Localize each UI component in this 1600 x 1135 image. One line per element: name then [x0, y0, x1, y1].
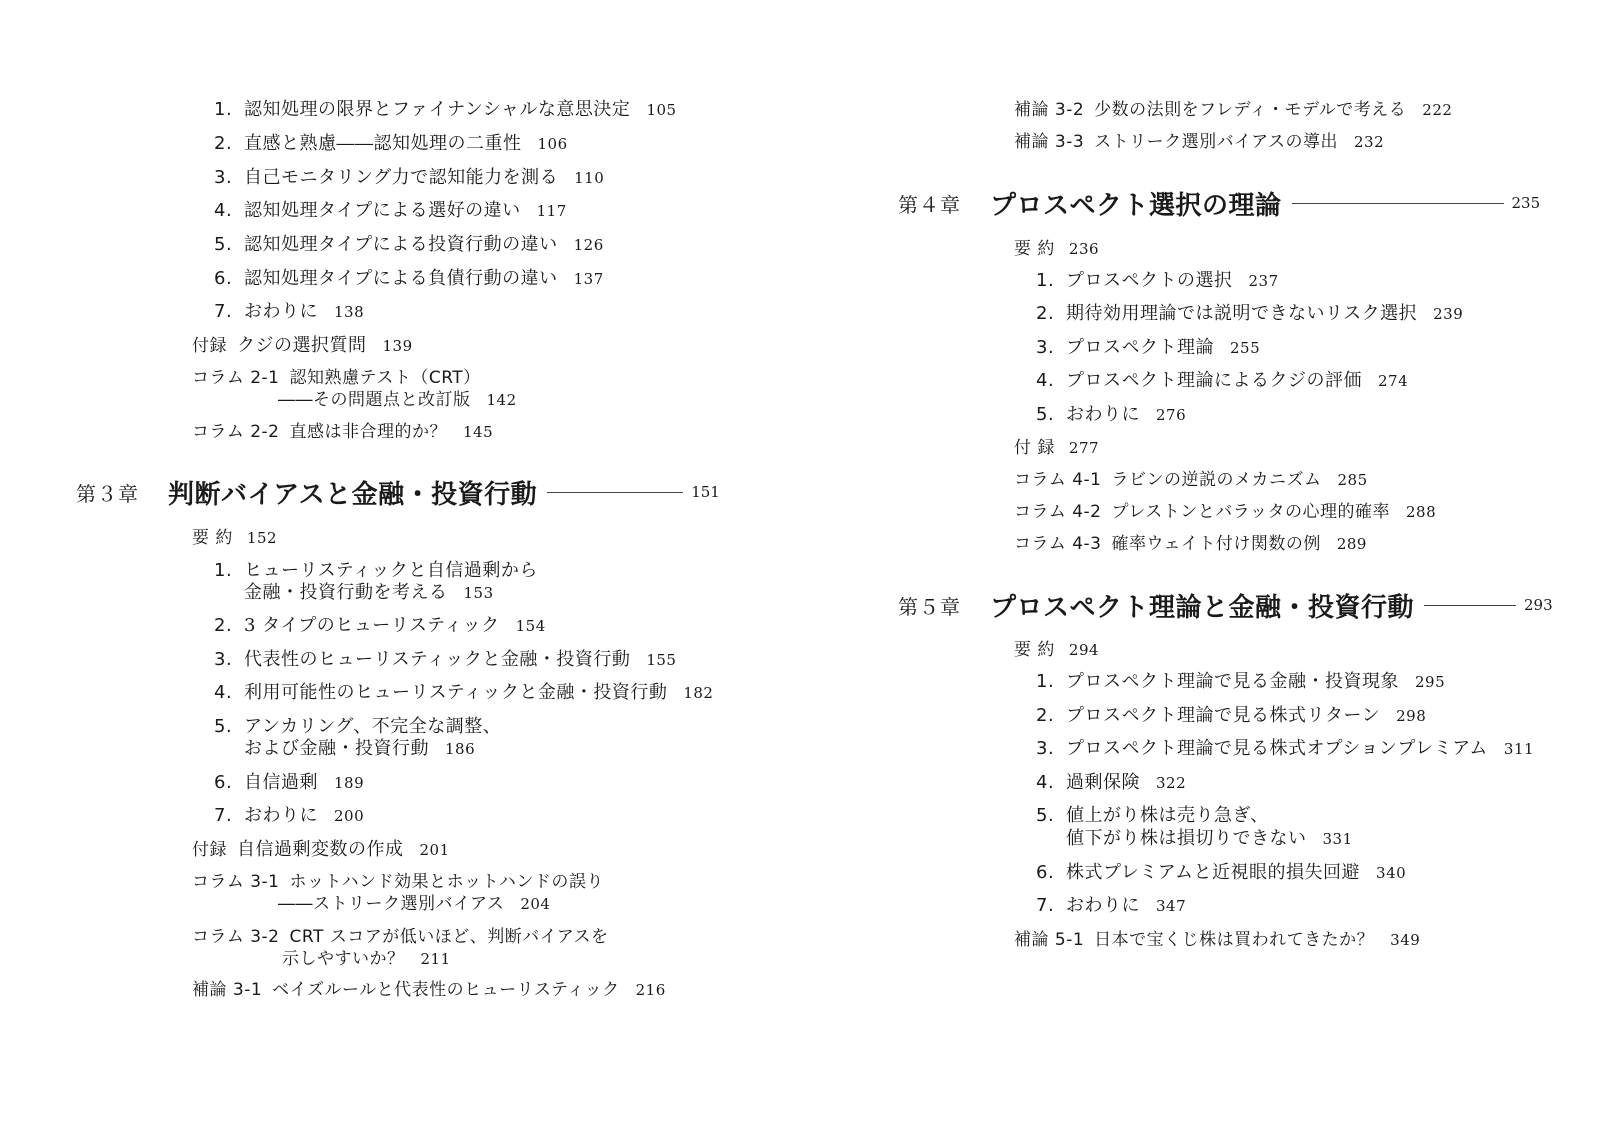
toc-entry: 1. プロスペクトの選択 237: [1036, 270, 1279, 291]
toc-supplement: 補論 3-2 少数の法則をフレディ・モデルで考える 222: [1014, 100, 1453, 120]
toc-entry: 3. 自己モニタリング力で認知能力を測る 110: [214, 167, 605, 188]
toc-entry-cont: 金融・投資行動を考える 153: [244, 582, 494, 603]
toc-entry: 3. プロスペクト理論で見る株式オプションプレミアム 311: [1036, 738, 1535, 759]
toc-column: コラム 4-2 プレストンとバラッタの心理的確率 288: [1014, 502, 1437, 522]
toc-entry: 6. 認知処理タイプによる負債行動の違い 137: [214, 268, 604, 289]
toc-entry: 7. おわりに 138: [214, 301, 365, 322]
leader-rule: [1292, 203, 1504, 204]
toc-column: コラム 3-1 ホットハンド効果とホットハンドの誤り: [192, 872, 604, 892]
toc-entry: 4. プロスペクト理論によるクジの評価 274: [1036, 370, 1409, 391]
toc-entry: 5. アンカリング、不完全な調整、: [214, 716, 502, 737]
toc-summary: 要 約 294: [1014, 640, 1100, 660]
chapter-heading: 第４章 プロスペクト選択の理論 235: [898, 190, 1541, 221]
leader-rule: [547, 492, 683, 493]
toc-entry: 2. プロスペクト理論で見る株式リターン 298: [1036, 705, 1427, 726]
toc-supplement: 補論 5-1 日本で宝くじ株は買われてきたか？ 349: [1014, 930, 1421, 950]
toc-entry: 3. 代表性のヒューリスティックと金融・投資行動 155: [214, 649, 677, 670]
toc-entry: 1. 認知処理の限界とファイナンシャルな意思決定 105: [214, 99, 677, 120]
toc-entry: 2. 期待効用理論では説明できないリスク選択 239: [1036, 303, 1464, 324]
toc-entry: 4. 過剰保険 322: [1036, 772, 1187, 793]
toc-summary: 要 約 152: [192, 528, 278, 548]
toc-entry: 1. プロスペクト理論で見る金融・投資現象 295: [1036, 671, 1446, 692]
toc-entry: 7. おわりに 347: [1036, 895, 1187, 916]
toc-column: コラム 3-2 CRT スコアが低いほど、判断バイアスを: [192, 927, 609, 947]
toc-entry: 3. プロスペクト理論 255: [1036, 337, 1261, 358]
toc-appendix: 付録 自信過剰変数の作成 201: [192, 839, 450, 860]
leader-rule: [1424, 605, 1516, 606]
toc-column: コラム 2-1 認知熟慮テスト（CRT）: [192, 368, 481, 388]
toc-supplement: 補論 3-1 ベイズルールと代表性のヒューリスティック 216: [192, 980, 666, 1000]
toc-column: コラム 2-2 直感は非合理的か？ 145: [192, 422, 494, 442]
toc-summary: 要 約 236: [1014, 239, 1100, 259]
toc-entry: 5. 値上がり株は売り急ぎ、: [1036, 805, 1269, 826]
toc-entry: 4. 認知処理タイプによる選好の違い 117: [214, 200, 567, 221]
toc-column-cont: ――ストリーク選別バイアス 204: [278, 894, 551, 914]
toc-entry: 6. 株式プレミアムと近視眼的損失回避 340: [1036, 862, 1407, 883]
toc-entry: 2. 直感と熟慮――認知処理の二重性 106: [214, 133, 568, 154]
toc-entry: 2. 3 タイプのヒューリスティック 154: [214, 615, 546, 636]
toc-column: コラム 4-3 確率ウェイト付け関数の例 289: [1014, 534, 1367, 554]
toc-supplement: 補論 3-3 ストリーク選別バイアスの導出 232: [1014, 132, 1385, 152]
toc-appendix: 付録 クジの選択質問 139: [192, 335, 413, 356]
toc-entry-cont: 値下がり株は損切りできない 331: [1066, 828, 1353, 849]
chapter-heading: 第５章 プロスペクト理論と金融・投資行動 293: [898, 592, 1553, 623]
toc-column: コラム 4-1 ラビンの逆説のメカニズム 285: [1014, 470, 1368, 490]
chapter-heading: 第３章 判断バイアスと金融・投資行動 151: [76, 479, 720, 510]
toc-entry: 6. 自信過剰 189: [214, 772, 365, 793]
toc-entry: 1. ヒューリスティックと自信過剰から: [214, 560, 538, 581]
toc-entry: 5. おわりに 276: [1036, 404, 1187, 425]
toc-column-cont: 示しやすいか？ 211: [282, 949, 451, 969]
toc-entry: 4. 利用可能性のヒューリスティックと金融・投資行動 182: [214, 682, 714, 703]
toc-column-cont: ――その問題点と改訂版 142: [278, 390, 517, 410]
toc-entry-cont: および金融・投資行動 186: [244, 738, 476, 759]
toc-entry: 5. 認知処理タイプによる投資行動の違い 126: [214, 234, 604, 255]
toc-entry: 7. おわりに 200: [214, 805, 365, 826]
toc-appendix: 付 録 277: [1014, 438, 1100, 458]
